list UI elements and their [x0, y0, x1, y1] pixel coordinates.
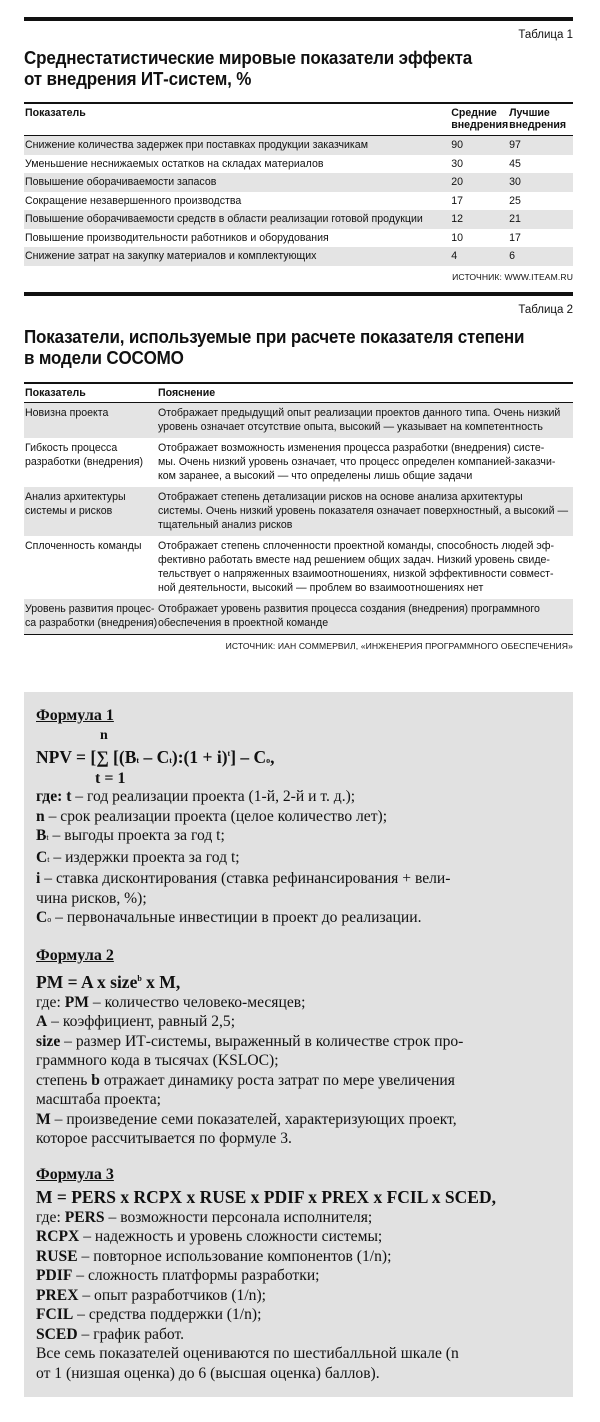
table-cell-name — [24, 406, 158, 434]
table-cell-best: 97 — [509, 139, 521, 152]
table-cell-desc-line: Отображает степень сплоченности проектной команды, способность людей эф- — [158, 539, 555, 552]
table-cell-name-line: Анализ архитектуры — [25, 490, 126, 503]
table1-header-row — [24, 104, 573, 135]
formula3-title: Формула 3 — [36, 1165, 114, 1183]
table1-header-best-line1: Лучшие — [509, 107, 550, 119]
table-cell-desc-line: Отображает уровень развития процесса создания (внедрения) программного — [158, 602, 540, 615]
table-cell-name: Сокращение незавершенного производства — [25, 194, 242, 207]
table1-header-best — [509, 107, 573, 131]
table-cell-name: Уменьшение неснижаемых остатков на складах материалов — [25, 157, 324, 170]
legend-line: PDIF – сложность платформы разработки; — [36, 1267, 320, 1285]
table2-title — [24, 326, 572, 368]
table2-title-line2: в модели COCOMO — [24, 346, 184, 368]
formula1-sub: t — [169, 755, 172, 765]
table-row — [24, 487, 573, 536]
table-cell-name: Снижение затрат на закупку материалов и комплектующих — [25, 250, 317, 263]
table-cell-name-line: системы и рисков — [25, 504, 113, 517]
table-cell-name: Повышение оборачиваемости средств в области реализации готовой продукции — [25, 213, 423, 226]
table1-header-avg — [451, 107, 509, 131]
table-cell-avg: 17 — [451, 194, 464, 207]
table2-header-desc: Пояснение — [158, 386, 216, 399]
table-cell-desc — [158, 602, 572, 630]
table-cell-best: 6 — [509, 250, 516, 263]
legend-line: Bt – выгоды проекта за год t; — [36, 827, 225, 845]
legend-line: A – коэффициент, равный 2,5; — [36, 1013, 236, 1031]
formula-box — [24, 692, 573, 1397]
legend-line: n – срок реализации проекта (целое количество лет); — [36, 807, 388, 825]
formula1-title: Формула 1 — [36, 707, 114, 724]
table-cell-desc — [158, 539, 572, 595]
table-cell-desc-line: уровень означает отсутствие опыта, высокий — указывает на компетентность — [158, 420, 543, 433]
table-cell-name-line: Новизна проекта — [25, 406, 109, 419]
table-cell-name: Снижение количества задержек при поставках продукции заказчикам — [25, 139, 368, 152]
legend-line: степень b отражает динамику роста затрат по мере увеличения — [36, 1071, 455, 1089]
formula1-sup: t — [227, 748, 231, 758]
legend-line: где: PERS – возможности персонала исполнителя; — [36, 1208, 373, 1226]
table-row — [24, 438, 573, 487]
table-row — [24, 192, 573, 211]
table-cell-desc — [158, 490, 572, 532]
table-cell-desc — [158, 406, 572, 434]
legend-line: RUSE – повторное использование компонентов (1/n); — [36, 1247, 392, 1265]
table-cell-avg: 12 — [451, 213, 464, 226]
formula1-part: , — [270, 746, 275, 767]
formula1-part: – C — [139, 746, 170, 767]
legend-line: Ct – издержки проекта за год t; — [36, 848, 240, 866]
table-cell-best: 45 — [509, 157, 521, 170]
table2-bottom-rule — [24, 634, 573, 635]
table-cell-name-line: Сплоченность команды — [25, 539, 142, 552]
table-cell-name — [24, 441, 158, 483]
formula1-part: ):(1 + i) — [171, 746, 228, 767]
table-cell-desc-line: мы. Очень низкий уровень означает, что процесс определен компанией-заказчи- — [158, 455, 556, 468]
table1-header-avg-line1: Средние — [451, 107, 497, 119]
formula1-legend — [36, 787, 560, 930]
table1-title — [24, 47, 572, 89]
table-row — [24, 210, 573, 229]
table-cell-desc-line: ком заранее, а высокий — что определены лишь общие задачи — [158, 469, 473, 482]
table-cell-desc-line: Отображает возможность изменения процесса разработки (внедрения) систе- — [158, 441, 545, 454]
formula3-main: M = PERS x RCPX x RUSE x PDIF x PREX x FCIL x SCED, — [36, 1187, 496, 1208]
table1-header-avg-line2: внедрения — [451, 119, 509, 131]
table-row — [24, 403, 573, 438]
table-cell-best: 30 — [509, 176, 521, 189]
table2-header-row — [24, 384, 573, 402]
table2-source: ИСТОЧНИК: ИАН СОММЕРВИЛ, «ИНЖЕНЕРИЯ ПРОГРАММНОГО ОБЕСПЕЧЕНИЯ» — [225, 640, 573, 651]
formula2-title: Формула 2 — [36, 946, 114, 964]
table2 — [24, 382, 573, 651]
table1 — [24, 102, 573, 282]
table-cell-desc-line: Отображает предыдущий опыт реализации проектов данного типа. Очень низкий — [158, 406, 561, 419]
table1-number: Таблица 1 — [518, 29, 573, 41]
table-row — [24, 155, 573, 174]
sigma-upper-limit: n — [100, 727, 108, 743]
formula-content — [24, 692, 573, 1383]
table1-title-line2: от внедрения ИТ-систем, % — [24, 68, 252, 89]
legend-line: масштаба проекта; — [36, 1091, 161, 1109]
table2-number: Таблица 2 — [518, 303, 573, 316]
table1-header-best-line2: внедрения — [509, 119, 567, 131]
legend-line: i – ставка дисконтирования (ставка рефинансирования + вели- — [36, 870, 451, 888]
table-cell-avg: 90 — [451, 139, 464, 152]
legend-line: M – произведение семи показателей, характеризующих проект, — [36, 1110, 457, 1128]
table-cell-avg: 4 — [451, 250, 458, 263]
formula1-part: NPV = [∑ [(B — [36, 746, 137, 767]
table-cell-desc-line: системы. Очень низкий уровень показателя означает поверхностный, а высокий — — [158, 504, 569, 517]
table-cell-name: Повышение производительности работников и оборудования — [25, 231, 329, 244]
table-cell-desc-line: обеспечения в проектной команде — [158, 616, 329, 629]
legend-line: PREX – опыт разработчиков (1/n); — [36, 1286, 266, 1304]
spacer — [36, 930, 560, 946]
table-cell-desc-line: тельствует о напряженных взаимоотношениях, низкой эффективности совмест- — [158, 567, 554, 580]
table-cell-name-line: Гибкость процесса — [25, 441, 118, 454]
formula2-legend — [36, 993, 560, 1149]
table-row — [24, 229, 573, 248]
table-row — [24, 247, 573, 266]
table-cell-name-line: Уровень развития процес- — [25, 602, 155, 615]
table-row — [24, 536, 573, 599]
formula2-main: PM = A x size$^b$ x M, — [36, 972, 181, 993]
spacer — [36, 1149, 560, 1165]
formula1-main — [36, 744, 560, 771]
formula1-part: ] – C — [230, 746, 267, 767]
legend-line: от 1 (низшая оценка) до 6 (высшая оценка) баллов). — [36, 1364, 380, 1382]
formula1-sub: t — [136, 755, 140, 765]
table1-title-line1: Среднестатистические мировые показатели эффекта — [24, 47, 473, 68]
tables-area — [24, 0, 573, 651]
table-row — [24, 599, 573, 634]
table-cell-best: 21 — [509, 213, 521, 226]
table2-title-line1: Показатели, используемые при расчете показателя степени — [24, 325, 525, 347]
table-cell-desc-line: Отображает степень детализации рисков на основе анализа архитектуры — [158, 490, 523, 503]
table-cell-name: Повышение оборачиваемости запасов — [25, 176, 217, 189]
table-row — [24, 136, 573, 155]
table-cell-desc — [158, 441, 572, 483]
legend-line: где: PM – количество человеко-месяцев; — [36, 993, 306, 1011]
legend-line: чина рисков, %); — [36, 889, 147, 907]
legend-line: size – размер ИТ-системы, выраженный в количестве строк про- — [36, 1032, 464, 1050]
legend-line: SCED – график работ. — [36, 1325, 185, 1343]
table-cell-avg: 20 — [451, 176, 464, 189]
legend-line: FCIL – средства поддержки (1/n); — [36, 1306, 262, 1324]
table-cell-avg: 10 — [451, 231, 464, 244]
table-cell-name — [24, 490, 158, 532]
table1-source: ИСТОЧНИК: WWW.ITEAM.RU — [452, 271, 573, 282]
table-cell-name-line: разработки (внедрения) — [25, 455, 144, 468]
formula1-expression — [36, 728, 560, 788]
legend-line: которое рассчитывается по формуле 3. — [36, 1130, 292, 1148]
table-cell-best: 17 — [509, 231, 521, 244]
table2-top-rule — [24, 292, 573, 296]
table-cell-desc-line: фективно работать вместе над решением общих задач. Низкий уровень свиде- — [158, 553, 550, 566]
table-row — [24, 173, 573, 192]
sigma-lower-limit: t = 1 — [95, 770, 126, 788]
table1-header-name: Показатель — [25, 107, 86, 119]
table-cell-desc-line: ной деятельности, высокий — проблем во взаимоотношениях нет — [158, 581, 484, 594]
legend-line: где: t – год реализации проекта (1-й, 2-й и т. д.); — [36, 788, 356, 806]
formula1-sub: o — [266, 755, 271, 765]
legend-line: граммного кода в тысячах (KSLOC); — [36, 1052, 279, 1070]
legend-line: Все семь показателей оцениваются по шестибалльной шкале (n — [36, 1345, 459, 1363]
table-cell-name-line: са разработки (внедрения) — [25, 616, 158, 629]
top-rule — [24, 17, 573, 21]
formula3-legend — [36, 1208, 560, 1384]
legend-line: Co – первоначальные инвестиции в проект до реализации. — [36, 909, 422, 927]
table-cell-desc-line: тщательный анализ рисков — [158, 518, 293, 531]
table-cell-best: 25 — [509, 194, 521, 207]
table-cell-name — [24, 539, 158, 595]
table2-header-name: Показатель — [25, 386, 86, 399]
table-cell-name — [24, 602, 158, 630]
table-cell-avg: 30 — [451, 157, 464, 170]
legend-line: RCPX – надежность и уровень сложности системы; — [36, 1228, 383, 1246]
